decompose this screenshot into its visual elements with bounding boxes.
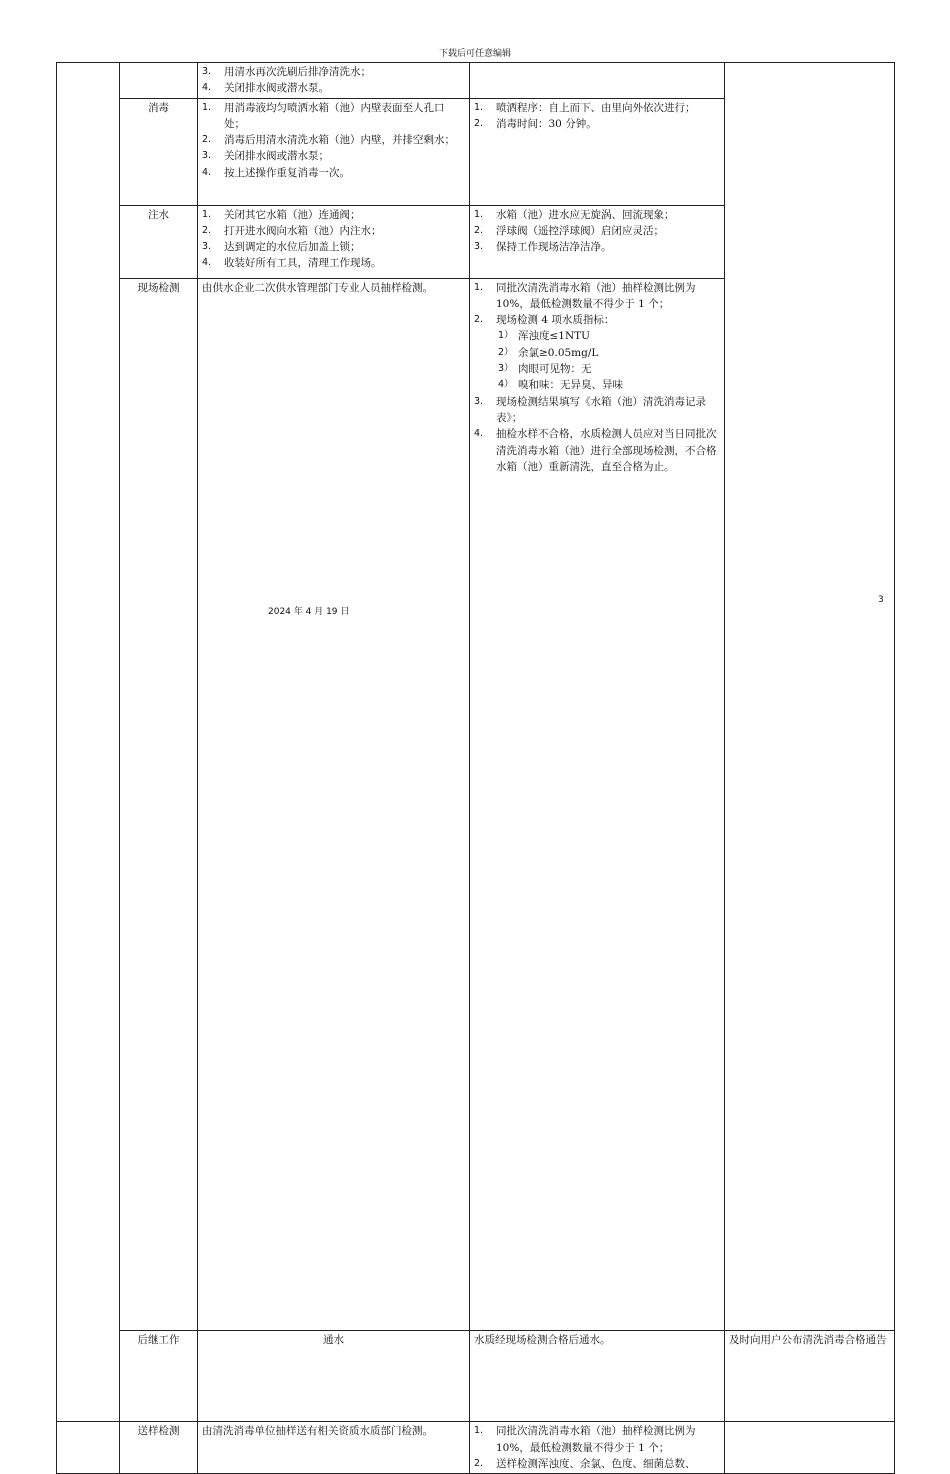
step-label-supply: 通水: [198, 1330, 470, 1422]
item-number: 3.: [474, 395, 484, 407]
item-text: 水箱（池）进水应无旋涡、回流现象；: [496, 208, 675, 221]
item-number: 1.: [474, 281, 484, 293]
item-text: 同批次清洗消毒水箱（池）抽样检测比例为10%，最低检测数量不得少于 1 个；: [496, 281, 696, 310]
list-item: [474, 1456, 720, 1472]
table-row: [57, 1330, 895, 1422]
list-item: [474, 345, 720, 361]
list-item: [474, 426, 720, 475]
item-text: 关闭其它水箱（池）连通阀；: [224, 208, 361, 221]
operation-cell: [198, 205, 470, 278]
item-number: 2.: [474, 224, 484, 236]
step-label-disinfect: 消毒: [120, 98, 198, 205]
item-text: 关闭排水阀或潜水泵；: [224, 150, 329, 163]
table-row: [57, 63, 895, 99]
reference-cell: [725, 63, 895, 1331]
item-text: 保持工作现场洁净洁净。: [496, 241, 612, 254]
item-text: 消毒时间：30 分钟。: [496, 117, 597, 130]
stage-cell: [57, 63, 120, 1422]
requirement-cell: [470, 205, 725, 278]
requirement-cell: 及时向用户公布清洗消毒合格通告: [725, 1330, 895, 1422]
item-text: 浮球阀（遥控浮球阀）启闭应灵活；: [496, 224, 664, 237]
item-number: 1.: [474, 1425, 484, 1437]
item-number: 3.: [202, 66, 212, 77]
list-item: [474, 312, 720, 328]
item-number: 4.: [474, 428, 484, 440]
requirement-cell: [470, 1422, 725, 1474]
requirement-cell: [470, 98, 725, 205]
list-item: [202, 223, 465, 239]
stage-cell: [57, 1422, 120, 1474]
item-number: 3）: [498, 363, 514, 375]
item-text: 达到调定的水位后加盖上锁；: [224, 241, 361, 254]
item-number: 4）: [498, 379, 514, 391]
list-item: [202, 64, 465, 80]
item-text: 喷洒程序：自上而下、由里向外依次进行；: [496, 101, 696, 114]
list-item: [474, 116, 720, 132]
requirement-list: [474, 1423, 720, 1472]
item-number: 4.: [202, 166, 212, 178]
item-text: 打开进水阀向水箱（池）内注水；: [224, 224, 382, 237]
stage-label-followup: 后继工作: [120, 1330, 198, 1422]
requirement-cell: [470, 278, 725, 1330]
list-item: [202, 255, 465, 271]
list-item: [202, 132, 465, 148]
footer-date: 2024 年 4 月 19 日: [268, 607, 350, 617]
item-text: 按上述操作重复消毒一次。: [224, 166, 350, 179]
item-number: 1.: [474, 208, 484, 220]
list-item: [202, 148, 465, 164]
list-item: [202, 239, 465, 255]
list-item: [474, 328, 720, 344]
item-text: 现场检测 4 项水质指标：: [496, 314, 615, 327]
item-number: 1）: [498, 330, 514, 342]
step-label-sample: 送样检测: [120, 1422, 198, 1474]
step-label-fill: 注水: [120, 205, 198, 278]
item-text: 余氯≥0.05mg/L: [518, 346, 599, 359]
step-label-onsite: 现场检测: [120, 278, 198, 1330]
item-number: 1.: [202, 101, 212, 113]
item-text: 肉眼可见物：无: [518, 363, 592, 376]
requirement-list: [474, 100, 720, 133]
list-item: [474, 239, 720, 255]
item-number: 2.: [202, 224, 212, 236]
operation-cell: 由供水企业二次供水管理部门专业人员抽样检测。: [198, 278, 470, 1330]
list-item: [202, 165, 465, 181]
item-text: 浑浊度≤1NTU: [518, 330, 591, 343]
list-item: [474, 223, 720, 239]
requirement-cell: [470, 63, 725, 99]
list-item: [474, 377, 720, 393]
item-number: 3.: [474, 241, 484, 253]
page-number: 3: [878, 595, 884, 605]
item-number: 2.: [474, 314, 484, 326]
item-number: 2）: [498, 346, 514, 358]
page-header: 下载后可任意编辑: [438, 49, 511, 59]
reference-cell: [725, 1422, 895, 1474]
operation-list: [202, 64, 465, 97]
list-item: [202, 207, 465, 223]
operation-cell: 水质经现场检测合格后通水。: [470, 1330, 725, 1422]
item-text: 同批次清洗消毒水箱（池）抽样检测比例为10%，最低检测数量不得少于 1 个；: [496, 1425, 696, 1454]
operation-cell: [198, 98, 470, 205]
operation-list: [202, 100, 465, 181]
item-number: 1.: [202, 208, 212, 220]
item-number: 3.: [202, 241, 212, 253]
list-item: [474, 207, 720, 223]
step-cell: [120, 63, 198, 99]
item-number: 4.: [202, 82, 212, 94]
list-item: [474, 100, 720, 116]
requirement-list: [474, 207, 720, 256]
item-text: 用清水再次洗刷后排净清洗水；: [224, 66, 371, 78]
table-row: [57, 1422, 895, 1474]
list-item: [474, 1423, 720, 1456]
list-item: [202, 100, 465, 133]
operation-list: [202, 207, 465, 272]
item-text: 关闭排水阀或潜水泵。: [224, 82, 329, 95]
item-number: 2.: [202, 134, 212, 146]
list-item: [474, 394, 720, 427]
item-number: 4.: [202, 257, 212, 269]
item-text: 消毒后用清水清洗水箱（池）内壁，并排空剩水；: [224, 134, 455, 147]
item-text: 现场检测结果填写《水箱（池）清洗消毒记录表》；: [496, 395, 706, 424]
item-text: 收装好所有工具，清理工作现场。: [224, 257, 382, 270]
operation-cell: 由清洗消毒单位抽样送有相关资质水质部门检测。: [198, 1422, 470, 1474]
item-number: 3.: [202, 150, 212, 162]
list-item: [474, 361, 720, 377]
item-text: 嗅和味：无异臭、异味: [518, 379, 623, 392]
item-text: 送样检测浑浊度、余氯、色度、细菌总数、: [496, 1457, 696, 1470]
cleaning-procedure-table: [56, 62, 895, 1474]
item-text: 用消毒液均匀喷洒水箱（池）内壁表面至人孔口处；: [224, 101, 445, 130]
operation-cell: [198, 63, 470, 99]
item-number: 1.: [474, 101, 484, 113]
requirement-list: [474, 280, 720, 476]
list-item: [474, 280, 720, 313]
item-number: 2.: [474, 117, 484, 129]
list-item: [202, 80, 465, 96]
item-number: 2.: [474, 1457, 484, 1469]
item-text: 抽检水样不合格，水质检测人员应对当日同批次清洗消毒水箱（池）进行全部现场检测，不合格水箱（池）重新清洗，直至合格为止。: [496, 428, 717, 473]
